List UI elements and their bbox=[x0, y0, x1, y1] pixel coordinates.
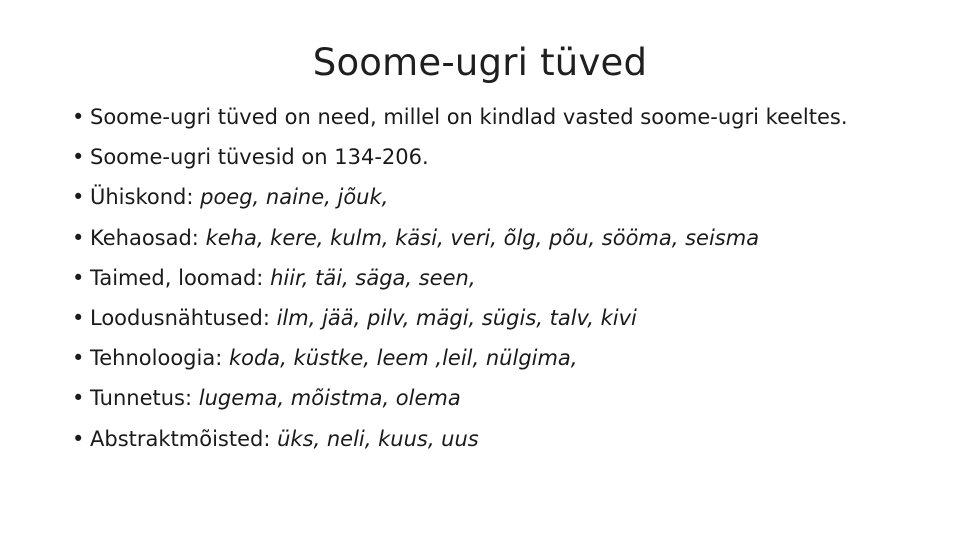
bullet-item bbox=[72, 218, 942, 258]
bullet-dot-icon: • bbox=[72, 105, 85, 129]
bullet-text: Loodusnähtused: bbox=[90, 306, 277, 331]
bullet-item bbox=[72, 177, 942, 217]
bullet-text: Kehaosad: bbox=[90, 225, 206, 250]
bullet-text: Abstraktmõisted: bbox=[90, 426, 278, 451]
bullet-dot-icon: • bbox=[72, 426, 85, 451]
bullet-dot-icon: • bbox=[72, 265, 85, 290]
bullet-item bbox=[72, 258, 942, 298]
bullet-examples: üks, neli, kuus, uus bbox=[277, 426, 479, 451]
bullet-text: Tunnetus: bbox=[90, 386, 199, 411]
bullet-examples: ilm, jää, pilv, mägi, sügis, talv, kivi bbox=[276, 306, 637, 331]
bullet-dot-icon: • bbox=[72, 346, 85, 371]
bullet-item bbox=[72, 97, 942, 137]
bullet-item bbox=[72, 137, 942, 177]
slide-title: Soome-ugri tüved bbox=[312, 41, 648, 84]
bullet-dot-icon: • bbox=[72, 185, 85, 210]
bullet-examples: hiir, täi, säga, seen, bbox=[270, 265, 476, 290]
bullet-examples: lugema, mõistma, olema bbox=[198, 386, 461, 411]
bullet-list bbox=[72, 97, 942, 459]
bullet-text: Taimed, loomad: bbox=[90, 265, 271, 290]
bullet-item bbox=[72, 338, 942, 378]
bullet-item bbox=[72, 419, 942, 459]
bullet-examples: keha, kere, kulm, käsi, veri, õlg, põu, sööma, seisma bbox=[205, 225, 760, 250]
bullet-text: Ühiskond: bbox=[90, 185, 201, 210]
bullet-text: Soome-ugri tüved on need, millel on kindlad vasted soome-ugri keeltes. bbox=[90, 105, 848, 129]
bullet-item bbox=[72, 378, 942, 418]
bullet-examples: koda, küstke, leem ,leil, nülgima, bbox=[228, 346, 578, 371]
bullet-dot-icon: • bbox=[72, 225, 85, 250]
bullet-dot-icon: • bbox=[72, 386, 85, 411]
bullet-dot-icon: • bbox=[72, 145, 85, 170]
bullet-examples: poeg, naine, jõuk, bbox=[200, 185, 389, 210]
bullet-item bbox=[72, 298, 942, 338]
bullet-text: Tehnoloogia: bbox=[90, 346, 229, 371]
bullet-dot-icon: • bbox=[72, 306, 85, 331]
bullet-text: Soome-ugri tüvesid on 134-206. bbox=[90, 145, 429, 170]
